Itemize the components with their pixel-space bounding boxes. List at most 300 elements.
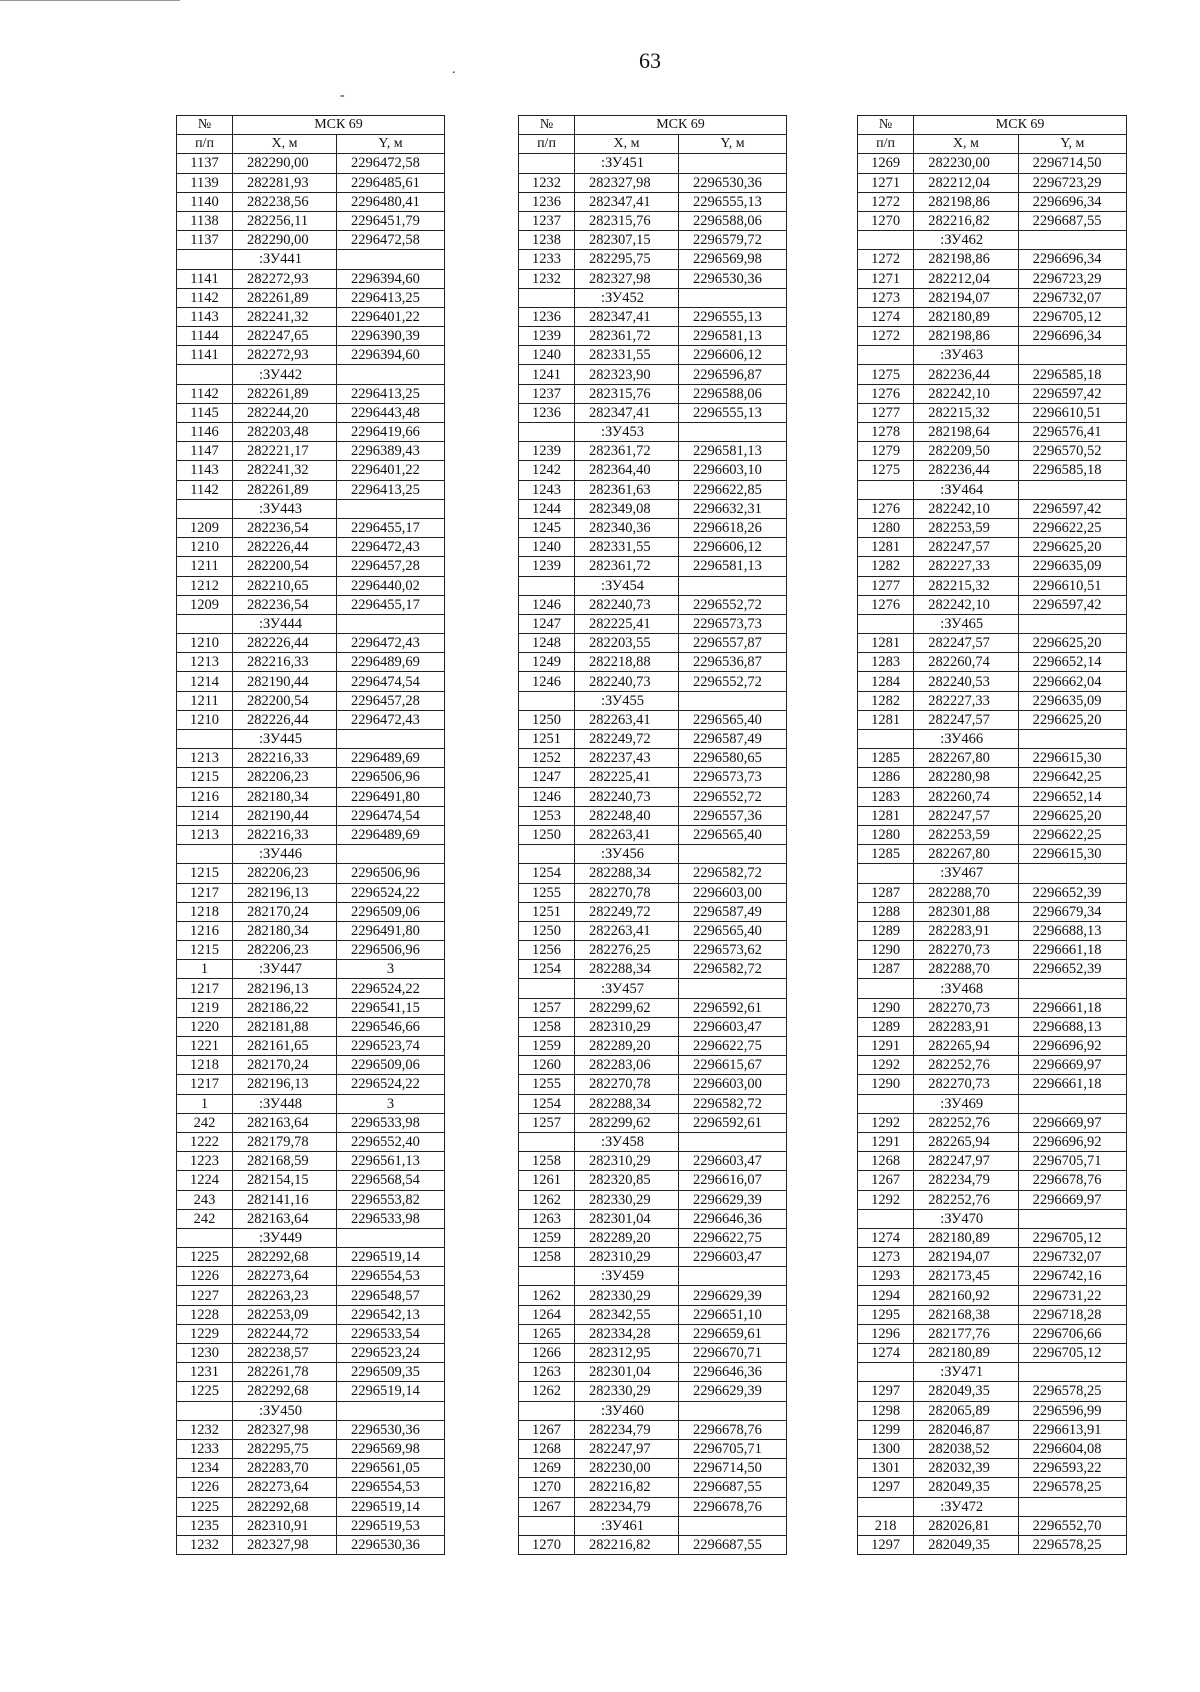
x-coordinate: 282247,97 <box>914 1152 1018 1171</box>
y-coordinate: 2296561,13 <box>337 1152 445 1171</box>
table-row <box>858 499 1127 518</box>
table-row <box>177 346 445 365</box>
table-row <box>519 768 787 787</box>
point-number: 1225 <box>177 1382 233 1401</box>
parcel-label-row <box>519 576 787 595</box>
point-number: 1262 <box>519 1190 575 1209</box>
parcel-label-row <box>519 288 787 307</box>
x-coordinate: 282244,20 <box>233 403 337 422</box>
table-row <box>519 634 787 653</box>
x-coordinate: 282241,32 <box>233 461 337 480</box>
point-number: 1285 <box>858 749 914 768</box>
coordinates-table-1 <box>176 115 445 1555</box>
y-coordinate: 2296618,26 <box>679 518 787 537</box>
table-row <box>177 1478 445 1497</box>
parcel-label: :ЗУ465 <box>914 614 1018 633</box>
x-coordinate: 282280,98 <box>914 768 1018 787</box>
y-coordinate: 2296530,36 <box>679 269 787 288</box>
parcel-label: :ЗУ451 <box>575 154 679 173</box>
label-row-mark <box>177 365 233 384</box>
y-coordinate: 2296625,20 <box>1018 806 1126 825</box>
table-row <box>177 1075 445 1094</box>
y-coordinate: 2296555,13 <box>679 192 787 211</box>
parcel-label-row <box>177 1401 445 1420</box>
x-coordinate: 282242,10 <box>914 595 1018 614</box>
y-coordinate: 2296661,18 <box>1018 941 1126 960</box>
x-coordinate: 282288,34 <box>575 960 679 979</box>
table-row <box>858 883 1127 902</box>
header-no: № <box>177 116 233 135</box>
y-coordinate: 2296582,72 <box>679 960 787 979</box>
table-row <box>519 1497 787 1516</box>
y-coordinate: 2296652,39 <box>1018 960 1126 979</box>
x-coordinate: 282247,57 <box>914 710 1018 729</box>
y-coordinate: 2296652,39 <box>1018 883 1126 902</box>
point-number: 1275 <box>858 461 914 480</box>
table-row <box>858 461 1127 480</box>
y-coordinate: 2296732,07 <box>1018 288 1126 307</box>
header-x: X, м <box>575 135 679 154</box>
table-row <box>519 1209 787 1228</box>
x-coordinate: 282270,73 <box>914 998 1018 1017</box>
y-coordinate: 2296731,22 <box>1018 1286 1126 1305</box>
label-row-mark <box>858 979 914 998</box>
point-number: 1281 <box>858 634 914 653</box>
header-y: Y, м <box>1018 135 1126 154</box>
y-coordinate: 2296661,18 <box>1018 1075 1126 1094</box>
label-row-mark <box>177 614 233 633</box>
x-coordinate: 282347,41 <box>575 307 679 326</box>
parcel-label: :ЗУ469 <box>914 1094 1018 1113</box>
y-coordinate: 2296557,36 <box>679 806 787 825</box>
table-row <box>858 1267 1127 1286</box>
parcel-label: :ЗУ468 <box>914 979 1018 998</box>
x-coordinate: 282236,44 <box>914 461 1018 480</box>
y-coordinate: 2296629,39 <box>679 1286 787 1305</box>
y-coordinate: 2296576,41 <box>1018 423 1126 442</box>
y-coordinate: 2296561,05 <box>337 1459 445 1478</box>
y-coordinate: 2296542,13 <box>337 1305 445 1324</box>
y-coordinate: 2296622,25 <box>1018 518 1126 537</box>
point-number: 1291 <box>858 1037 914 1056</box>
y-coordinate: 2296519,14 <box>337 1248 445 1267</box>
x-coordinate: 282312,95 <box>575 1344 679 1363</box>
y-coordinate: 2296592,61 <box>679 1113 787 1132</box>
y-coordinate: 2296394,60 <box>337 346 445 365</box>
table-body <box>519 154 787 1555</box>
y-coordinate: 2296519,53 <box>337 1516 445 1535</box>
point-number: 1210 <box>177 538 233 557</box>
point-number: 1274 <box>858 1228 914 1247</box>
x-coordinate: 282240,53 <box>914 672 1018 691</box>
x-coordinate: 282272,93 <box>233 269 337 288</box>
parcel-label-row <box>858 730 1127 749</box>
parcel-label: :ЗУ442 <box>233 365 337 384</box>
table-row <box>177 1037 445 1056</box>
x-coordinate: 282263,41 <box>575 825 679 844</box>
table-row <box>177 269 445 288</box>
label-row-mark <box>858 231 914 250</box>
x-coordinate: 282190,44 <box>233 672 337 691</box>
y-coordinate: 2296536,87 <box>679 653 787 672</box>
table-row <box>858 1286 1127 1305</box>
y-coordinate: 2296670,71 <box>679 1344 787 1363</box>
point-number: 1213 <box>177 825 233 844</box>
parcel-label: :ЗУ470 <box>914 1209 1018 1228</box>
table-row <box>858 1305 1127 1324</box>
table-row <box>858 749 1127 768</box>
table-row <box>177 384 445 403</box>
point-number: 1232 <box>177 1535 233 1554</box>
x-coordinate: 282281,93 <box>233 173 337 192</box>
label-row-mark <box>679 1132 787 1151</box>
y-coordinate: 2296489,69 <box>337 825 445 844</box>
y-coordinate: 2296625,20 <box>1018 710 1126 729</box>
point-number: 242 <box>177 1113 233 1132</box>
point-number: 1267 <box>519 1497 575 1516</box>
point-number: 1273 <box>858 1248 914 1267</box>
x-coordinate: 282216,33 <box>233 825 337 844</box>
table-row <box>858 1037 1127 1056</box>
y-coordinate: 2296706,66 <box>1018 1324 1126 1343</box>
parcel-label: :ЗУ452 <box>575 288 679 307</box>
point-number: 1219 <box>177 998 233 1017</box>
x-coordinate: 282227,33 <box>914 557 1018 576</box>
point-number: 1241 <box>519 365 575 384</box>
table-row <box>177 1190 445 1209</box>
point-number: 1281 <box>858 538 914 557</box>
y-coordinate: 2296524,22 <box>337 1075 445 1094</box>
y-coordinate: 2296523,74 <box>337 1037 445 1056</box>
point-number: 242 <box>177 1209 233 1228</box>
table-row <box>858 403 1127 422</box>
y-coordinate: 2296568,54 <box>337 1171 445 1190</box>
x-coordinate: 282340,36 <box>575 518 679 537</box>
y-coordinate: 2296451,79 <box>337 211 445 230</box>
table-row <box>177 1248 445 1267</box>
y-coordinate: 2296629,39 <box>679 1190 787 1209</box>
point-number: 1283 <box>858 653 914 672</box>
x-coordinate: 282240,73 <box>575 787 679 806</box>
point-number: 1250 <box>519 921 575 940</box>
point-number: 1269 <box>519 1459 575 1478</box>
table-row <box>519 346 787 365</box>
x-coordinate: 282200,54 <box>233 557 337 576</box>
y-coordinate: 2296553,82 <box>337 1190 445 1209</box>
x-coordinate: 282252,76 <box>914 1113 1018 1132</box>
coordinates-table-2 <box>518 115 787 1555</box>
y-coordinate: 2296635,09 <box>1018 691 1126 710</box>
x-coordinate: 282236,54 <box>233 595 337 614</box>
x-coordinate: 282179,78 <box>233 1132 337 1151</box>
x-coordinate: 282218,88 <box>575 653 679 672</box>
label-row-mark <box>519 1267 575 1286</box>
label-row-mark <box>858 1209 914 1228</box>
table-row <box>177 672 445 691</box>
x-coordinate: 282315,76 <box>575 384 679 403</box>
x-coordinate: 282283,91 <box>914 921 1018 940</box>
x-coordinate: 282161,65 <box>233 1037 337 1056</box>
parcel-label: :ЗУ446 <box>233 845 337 864</box>
x-coordinate: 282230,00 <box>575 1459 679 1478</box>
parcel-label: :ЗУ441 <box>233 250 337 269</box>
parcel-label: :ЗУ460 <box>575 1401 679 1420</box>
table-row <box>858 653 1127 672</box>
point-number: 1272 <box>858 327 914 346</box>
point-number: 1147 <box>177 442 233 461</box>
x-coordinate: 282238,57 <box>233 1344 337 1363</box>
point-number: 1255 <box>519 883 575 902</box>
x-coordinate: 282247,57 <box>914 634 1018 653</box>
point-number: 1225 <box>177 1248 233 1267</box>
table-row <box>177 423 445 442</box>
point-number: 1286 <box>858 768 914 787</box>
table-row <box>858 1516 1127 1535</box>
point-number: 1245 <box>519 518 575 537</box>
table-row <box>519 1113 787 1132</box>
label-row-mark <box>1018 730 1126 749</box>
y-coordinate: 2296443,48 <box>337 403 445 422</box>
point-number: 1267 <box>519 1420 575 1439</box>
y-coordinate: 2296597,42 <box>1018 499 1126 518</box>
x-coordinate: 282141,16 <box>233 1190 337 1209</box>
header-system: МСК 69 <box>233 116 445 135</box>
x-coordinate: 282331,55 <box>575 538 679 557</box>
table-row <box>519 557 787 576</box>
x-coordinate: 282212,04 <box>914 269 1018 288</box>
label-row-mark <box>337 845 445 864</box>
point-number: 1143 <box>177 461 233 480</box>
y-coordinate: 2296474,54 <box>337 806 445 825</box>
x-coordinate: 282186,22 <box>233 998 337 1017</box>
point-number: 1272 <box>858 250 914 269</box>
x-coordinate: 282299,62 <box>575 998 679 1017</box>
x-coordinate: 282180,89 <box>914 1344 1018 1363</box>
y-coordinate: 2296622,75 <box>679 1228 787 1247</box>
top-rule <box>0 0 180 1</box>
x-coordinate: 282216,82 <box>575 1478 679 1497</box>
y-coordinate: 2296696,92 <box>1018 1037 1126 1056</box>
parcel-label-row <box>858 1094 1127 1113</box>
x-coordinate: 282206,23 <box>233 941 337 960</box>
parcel-label-row <box>177 730 445 749</box>
point-number: 1209 <box>177 595 233 614</box>
x-coordinate: 282330,29 <box>575 1286 679 1305</box>
x-coordinate: 282180,34 <box>233 921 337 940</box>
label-row-mark <box>337 730 445 749</box>
y-coordinate: 2296678,76 <box>1018 1171 1126 1190</box>
y-coordinate: 2296413,25 <box>337 288 445 307</box>
x-coordinate: 282236,54 <box>233 518 337 537</box>
table-row <box>177 749 445 768</box>
table-row <box>177 864 445 883</box>
table-row <box>519 921 787 940</box>
y-coordinate: 2296696,92 <box>1018 1132 1126 1151</box>
point-number: 1216 <box>177 787 233 806</box>
x-coordinate: 282242,10 <box>914 499 1018 518</box>
table-row <box>519 1363 787 1382</box>
y-coordinate: 2296603,00 <box>679 1075 787 1094</box>
table-row <box>858 173 1127 192</box>
x-coordinate: 282240,73 <box>575 672 679 691</box>
table-row <box>177 1113 445 1132</box>
parcel-label-row <box>858 231 1127 250</box>
point-number: 1263 <box>519 1209 575 1228</box>
table-row <box>519 1171 787 1190</box>
point-number: 1210 <box>177 634 233 653</box>
point-number: 1275 <box>858 365 914 384</box>
table-row <box>177 518 445 537</box>
label-row-mark <box>519 154 575 173</box>
header-no-sub: п/п <box>858 135 914 154</box>
y-coordinate: 2296474,54 <box>337 672 445 691</box>
y-coordinate: 2296524,22 <box>337 883 445 902</box>
x-coordinate: 282315,76 <box>575 211 679 230</box>
table-row <box>858 1017 1127 1036</box>
point-number: 1250 <box>519 825 575 844</box>
table-row <box>177 403 445 422</box>
x-coordinate: 282270,78 <box>575 1075 679 1094</box>
x-coordinate: 282263,23 <box>233 1286 337 1305</box>
table-row <box>519 480 787 499</box>
table-row <box>858 423 1127 442</box>
parcel-label: :ЗУ458 <box>575 1132 679 1151</box>
table-row <box>858 921 1127 940</box>
y-coordinate: 2296596,99 <box>1018 1401 1126 1420</box>
point-number: 1267 <box>858 1171 914 1190</box>
point-number: 1280 <box>858 518 914 537</box>
point-number: 1229 <box>177 1324 233 1343</box>
table-row <box>177 921 445 940</box>
x-coordinate: 282261,89 <box>233 480 337 499</box>
point-number: 1274 <box>858 1344 914 1363</box>
point-number: 1263 <box>519 1363 575 1382</box>
x-coordinate: 282173,45 <box>914 1267 1018 1286</box>
x-coordinate: 282327,98 <box>575 269 679 288</box>
table-row <box>519 825 787 844</box>
x-coordinate: 282210,65 <box>233 576 337 595</box>
table-row <box>177 634 445 653</box>
x-coordinate: 282263,41 <box>575 710 679 729</box>
table-row <box>177 1420 445 1439</box>
table-row <box>519 806 787 825</box>
x-coordinate: 282216,82 <box>575 1535 679 1554</box>
y-coordinate: 2296489,69 <box>337 653 445 672</box>
table-row <box>858 845 1127 864</box>
y-coordinate: 2296581,13 <box>679 557 787 576</box>
y-coordinate: 2296472,43 <box>337 634 445 653</box>
label-row-mark <box>337 1228 445 1247</box>
stray-mark: - <box>340 88 345 103</box>
y-coordinate: 2296554,53 <box>337 1267 445 1286</box>
point-number: 1221 <box>177 1037 233 1056</box>
table-row <box>177 806 445 825</box>
parcel-label: :ЗУ463 <box>914 346 1018 365</box>
y-coordinate: 2296506,96 <box>337 864 445 883</box>
table-row <box>519 883 787 902</box>
point-number: 1145 <box>177 403 233 422</box>
label-row-mark <box>1018 979 1126 998</box>
y-coordinate: 2296530,36 <box>337 1535 445 1554</box>
x-coordinate: 282209,50 <box>914 442 1018 461</box>
table-row <box>177 1056 445 1075</box>
table-row <box>177 1535 445 1554</box>
point-number: 1139 <box>177 173 233 192</box>
x-coordinate: 282283,06 <box>575 1056 679 1075</box>
point-number: 1218 <box>177 1056 233 1075</box>
table-row <box>858 442 1127 461</box>
header-no: № <box>858 116 914 135</box>
label-row-mark <box>519 576 575 595</box>
x-coordinate: 282327,98 <box>575 173 679 192</box>
x-coordinate: 282170,24 <box>233 1056 337 1075</box>
point-number: 1214 <box>177 806 233 825</box>
y-coordinate: 2296552,70 <box>1018 1516 1126 1535</box>
y-coordinate: 2296705,12 <box>1018 1228 1126 1247</box>
point-number: 1225 <box>177 1497 233 1516</box>
point-number: 1284 <box>858 672 914 691</box>
label-row-mark <box>679 288 787 307</box>
label-row-mark <box>679 154 787 173</box>
point-number: 1261 <box>519 1171 575 1190</box>
y-coordinate: 2296472,58 <box>337 231 445 250</box>
point-number: 1256 <box>519 941 575 960</box>
x-coordinate: 282289,20 <box>575 1037 679 1056</box>
table-row <box>858 365 1127 384</box>
y-coordinate: 2296606,12 <box>679 346 787 365</box>
y-coordinate: 2296457,28 <box>337 557 445 576</box>
table-row <box>519 902 787 921</box>
point-number: 1262 <box>519 1382 575 1401</box>
x-coordinate: 282180,89 <box>914 307 1018 326</box>
label-row-mark <box>519 1132 575 1151</box>
label-row-mark <box>1018 1094 1126 1113</box>
y-coordinate: 2296646,36 <box>679 1363 787 1382</box>
y-coordinate: 2296616,07 <box>679 1171 787 1190</box>
point-number: 1251 <box>519 730 575 749</box>
x-coordinate: 282206,23 <box>233 864 337 883</box>
point-number: 1248 <box>519 634 575 653</box>
table-row <box>519 442 787 461</box>
parcel-label: :ЗУ445 <box>233 730 337 749</box>
point-number: 1262 <box>519 1286 575 1305</box>
x-coordinate: 282327,98 <box>233 1420 337 1439</box>
point-number: 1246 <box>519 787 575 806</box>
y-coordinate: 2296585,18 <box>1018 365 1126 384</box>
x-coordinate: 282270,73 <box>914 1075 1018 1094</box>
point-number: 1236 <box>519 403 575 422</box>
x-coordinate: 282301,88 <box>914 902 1018 921</box>
x-coordinate: 282221,17 <box>233 442 337 461</box>
y-coordinate: 2296662,04 <box>1018 672 1126 691</box>
table-row <box>177 902 445 921</box>
y-coordinate: 2296661,18 <box>1018 998 1126 1017</box>
point-number: 1215 <box>177 864 233 883</box>
table-row <box>177 883 445 902</box>
header-no-sub: п/п <box>519 135 575 154</box>
point-number: 1217 <box>177 979 233 998</box>
y-coordinate: 2296588,06 <box>679 384 787 403</box>
y-coordinate: 2296597,42 <box>1018 384 1126 403</box>
table-row <box>177 538 445 557</box>
point-number: 1254 <box>519 864 575 883</box>
table-row <box>858 250 1127 269</box>
point-number: 1273 <box>858 288 914 307</box>
x-coordinate: 282276,25 <box>575 941 679 960</box>
x-coordinate: 282247,65 <box>233 327 337 346</box>
y-coordinate: 2296570,52 <box>1018 442 1126 461</box>
parcel-label-row <box>177 1228 445 1247</box>
